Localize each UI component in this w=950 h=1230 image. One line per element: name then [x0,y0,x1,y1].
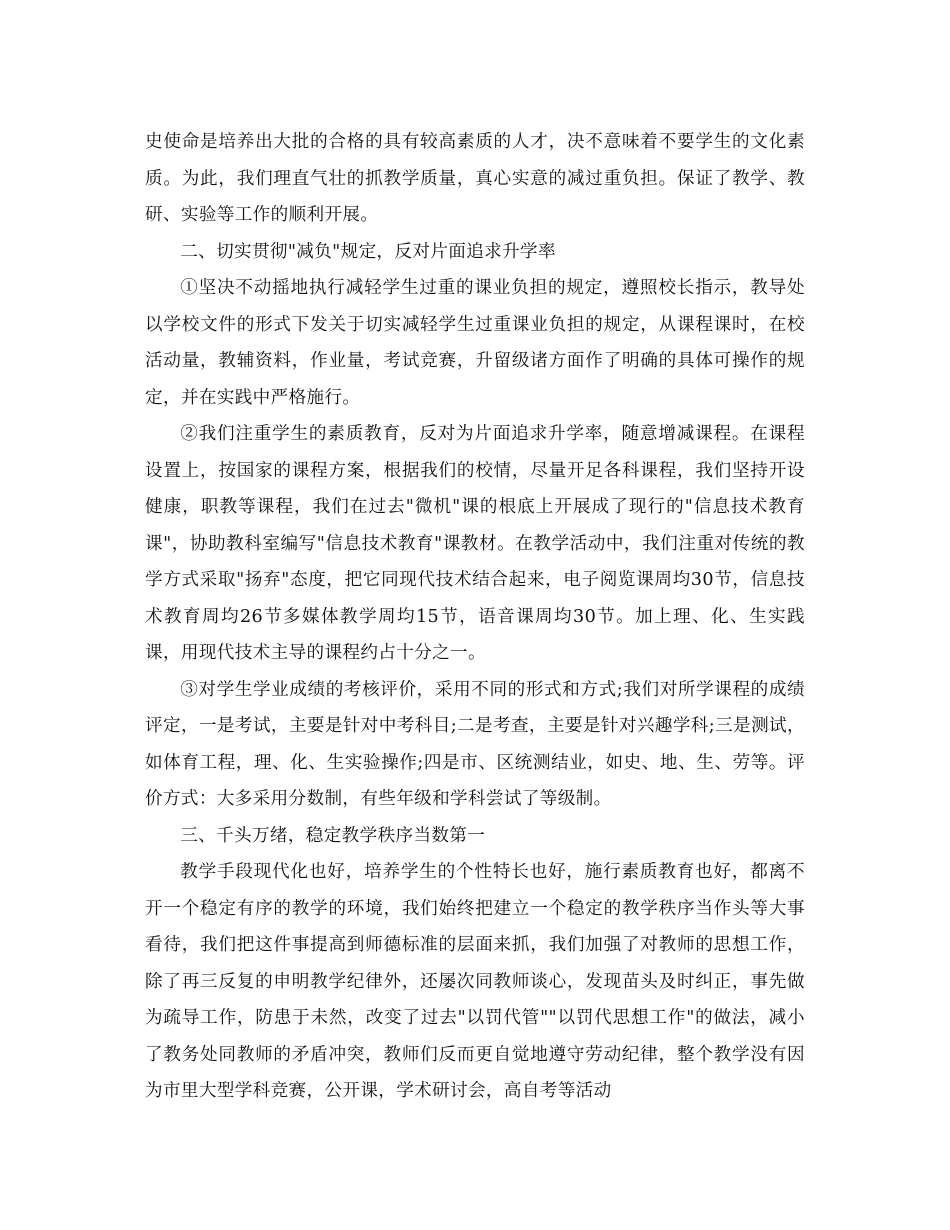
paragraph-teaching-order: 教学手段现代化也好，培养学生的个性特长也好，施行素质教育也好，都离不开一个稳定有序的教学的环境，我们始终把建立一个稳定的教学秩序当作头等大事看待，我们把这件事提高到师德标准的层面来抓，我们加强了对教师的思想工作，除了再三反复的申明教学纪律外，还屡次同教师谈心，发现苗头及时纠正，事先做为疏导工作，防患于未然，改变了过去"以罚代管""以罚代思想工作"的做法，减小了教务处同教师的矛盾冲突，教师们反而更自觉地遵守劳动纪律，整个教学没有因为市里大型学科竞赛，公开课，学术研讨会，高自考等活动 [145,862,805,1101]
document-body [145,124,805,1110]
paragraph-item-two: ②我们注重学生的素质教育，反对为片面追求升学率，随意增减课程。在课程设置上，按国家的课程方案，根据我们的校情，尽量开足各科课程，我们坚持开设健康，职教等课程，我们在过去"微机"课的根底上开展成了现行的"信息技术教育课"，协助教科室编写"信息技术教育"课教材。在教学活动中，我们注重对传统的教学方式采取"扬弃"态度，把它同现代技术结合起来，电子阅览课周均30节，信息技术教育周均26节多媒体教学周均15节，语音课周均30节。加上理、化、生实践课，用现代技术主导的课程约占十分之一。 [145,424,805,663]
section-heading-three: 三、千头万绪，稳定教学秩序当数第一 [180,825,486,846]
section-heading-two: 二、切实贯彻"减负"规定，反对片面追求升学率 [180,241,556,262]
paragraph-item-one: ①坚决不动摇地执行减轻学生过重的课业负担的规定，遵照校长指示，教导处以学校文件的形式下发关于切实减轻学生过重课业负担的规定，从课程课时，在校活动量，教辅资料，作业量，考试竞赛，升留级诸方面作了明确的具体可操作的规定，并在实践中严格施行。 [145,278,805,408]
paragraph-continuation: 史使命是培养出大批的合格的具有较高素质的人才，决不意味着不要学生的文化素质。为此，我们理直气壮的抓教学质量，真心实意的减过重负担。保证了教学、教研、实验等工作的顺利开展。 [145,132,805,225]
paragraph-item-three: ③对学生学业成绩的考核评价，采用不同的形式和方式;我们对所学课程的成绩评定，一是考试，主要是针对中考科目;二是考查，主要是针对兴趣学科;三是测试，如体育工程，理、化、生实验操作;四是市、区统测结业，如史、地、生、劳等。评价方式：大多采用分数制，有些年级和学科尝试了等级制。 [145,679,805,809]
